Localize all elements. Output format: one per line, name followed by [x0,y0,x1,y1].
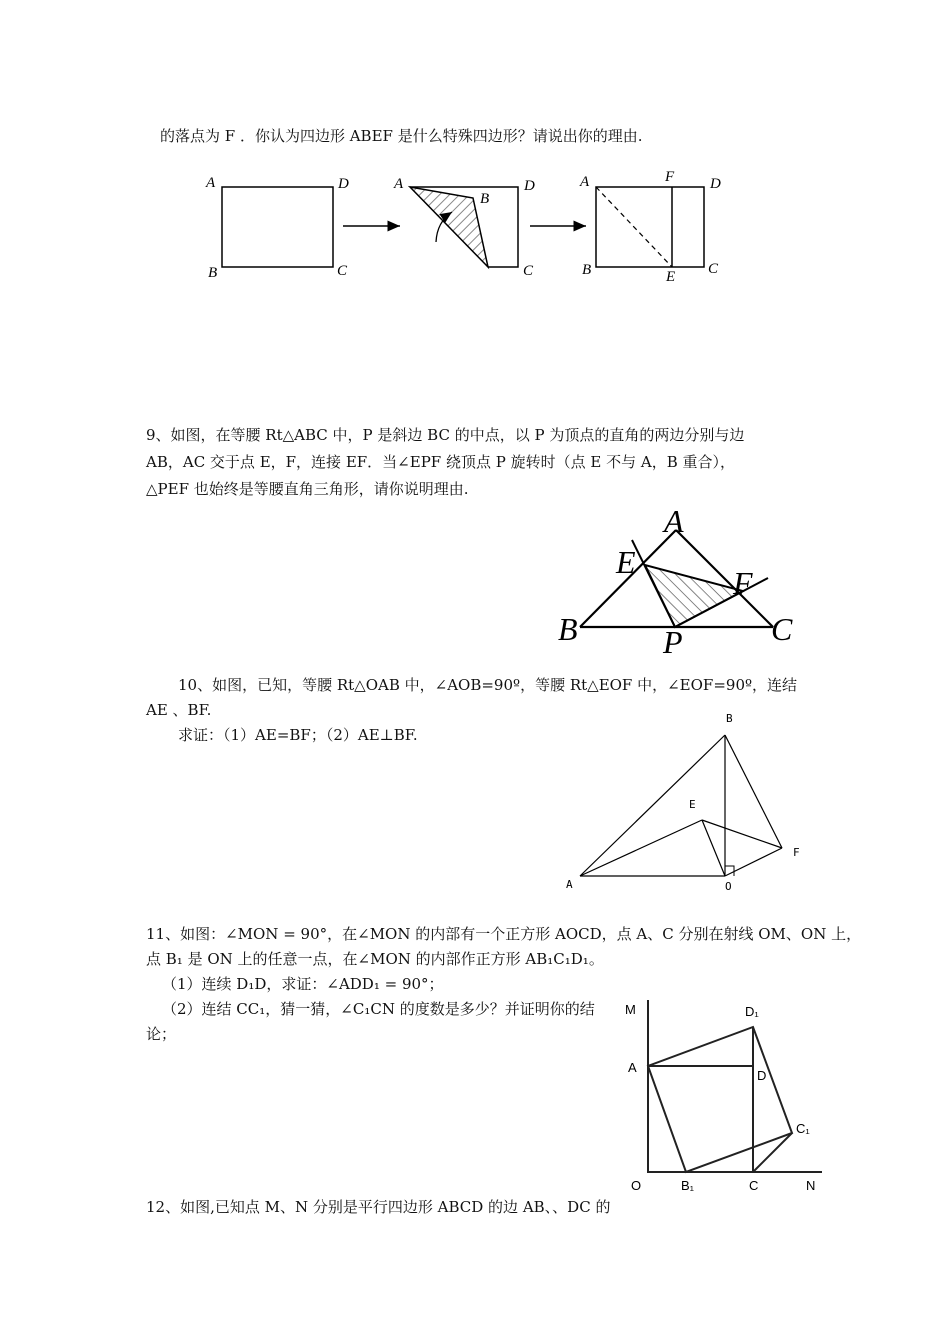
label-e: E [689,798,696,811]
q11-text-line4: （2）连结 CC₁，猜一猜，∠C₁CN 的度数是多少？并证明你的结 [162,1000,595,1018]
label-b: B [726,712,733,725]
label-f: F [733,565,753,601]
label-o: O [725,880,732,893]
label-a-2: A [394,176,404,192]
label-b-3: B [582,262,592,278]
label-a-1: A [206,175,216,191]
q9-text-line1: 9、如图，在等腰 Rt△ABC 中，P 是斜边 BC 的中点，以 P 为顶点的直角的两边分别与边 [146,426,745,444]
q9-text-line2: AB，AC 交于点 E，F，连接 EF．当∠EPF 绕顶点 P 旋转时（点 E 不与 A，B 重合）， [146,453,735,471]
square-aocd [648,1066,753,1172]
label-c-3: C [708,261,719,277]
label-o: O [631,1178,642,1193]
q11-text-line2: 点 B₁ 是 ON 上的任意一点，在∠MON 的内部作正方形 AB₁C₁D₁。 [146,950,604,968]
label-a-3: A [580,174,590,190]
label-d-3: D [710,176,721,192]
label-m: M [625,1002,636,1017]
label-b-1: B [208,265,218,281]
label-b1: B₁ [681,1178,695,1193]
q8-text-line1: 的落点为 F ．你认为四边形 ABEF 是什么特殊四边形？请说出你的理由. [160,127,643,145]
label-b: B [558,611,578,647]
label-f-3: F [665,169,675,185]
label-b-2: B [480,191,490,207]
q10-text-line3: 求证：（1）AE=BF；（2）AE⊥BF. [178,726,418,744]
label-c: C [749,1178,759,1193]
label-a: A [664,503,684,539]
q11-text-line1: 11、如图：∠MON = 90°，在∠MON 的内部有一个正方形 AOCD，点 A、C 分别在射线 OM、ON 上， [146,925,862,943]
label-c: C [771,611,793,647]
q9-text-line3: △PEF 也始终是等腰直角三角形，请你说明理由. [146,480,469,498]
label-c-2: C [523,263,534,279]
q11-text-line5: 论； [146,1025,177,1043]
label-c-1: C [337,263,348,279]
label-d1: D₁ [745,1004,759,1019]
label-d: D [757,1068,767,1083]
q12-text-line1: 12、如图,已知点 M、N 分别是平行四边形 ABCD 的边 AB、、DC 的 [146,1198,611,1216]
label-n: N [806,1178,816,1193]
label-d-1: D [338,176,349,192]
label-a: A [566,878,573,891]
label-d-2: D [524,178,535,194]
square-ab1c1d1 [648,1027,792,1172]
label-c1: C₁ [796,1121,810,1136]
label-f: F [793,846,800,859]
q11-text-line3: （1）连续 D₁D，求证：∠ADD₁ = 90°； [162,975,444,993]
q10-text-line1: 10、如图，已知，等腰 Rt△OAB 中，∠AOB=90º，等腰 Rt△EOF 中，∠EOF=90º，连结 [178,676,798,694]
segment-cc1 [753,1133,792,1172]
label-p: P [663,624,683,660]
label-a: A [628,1060,637,1075]
label-e-3: E [666,269,676,285]
label-e: E [616,544,636,580]
q10-text-line2: AE 、BF. [146,701,212,719]
